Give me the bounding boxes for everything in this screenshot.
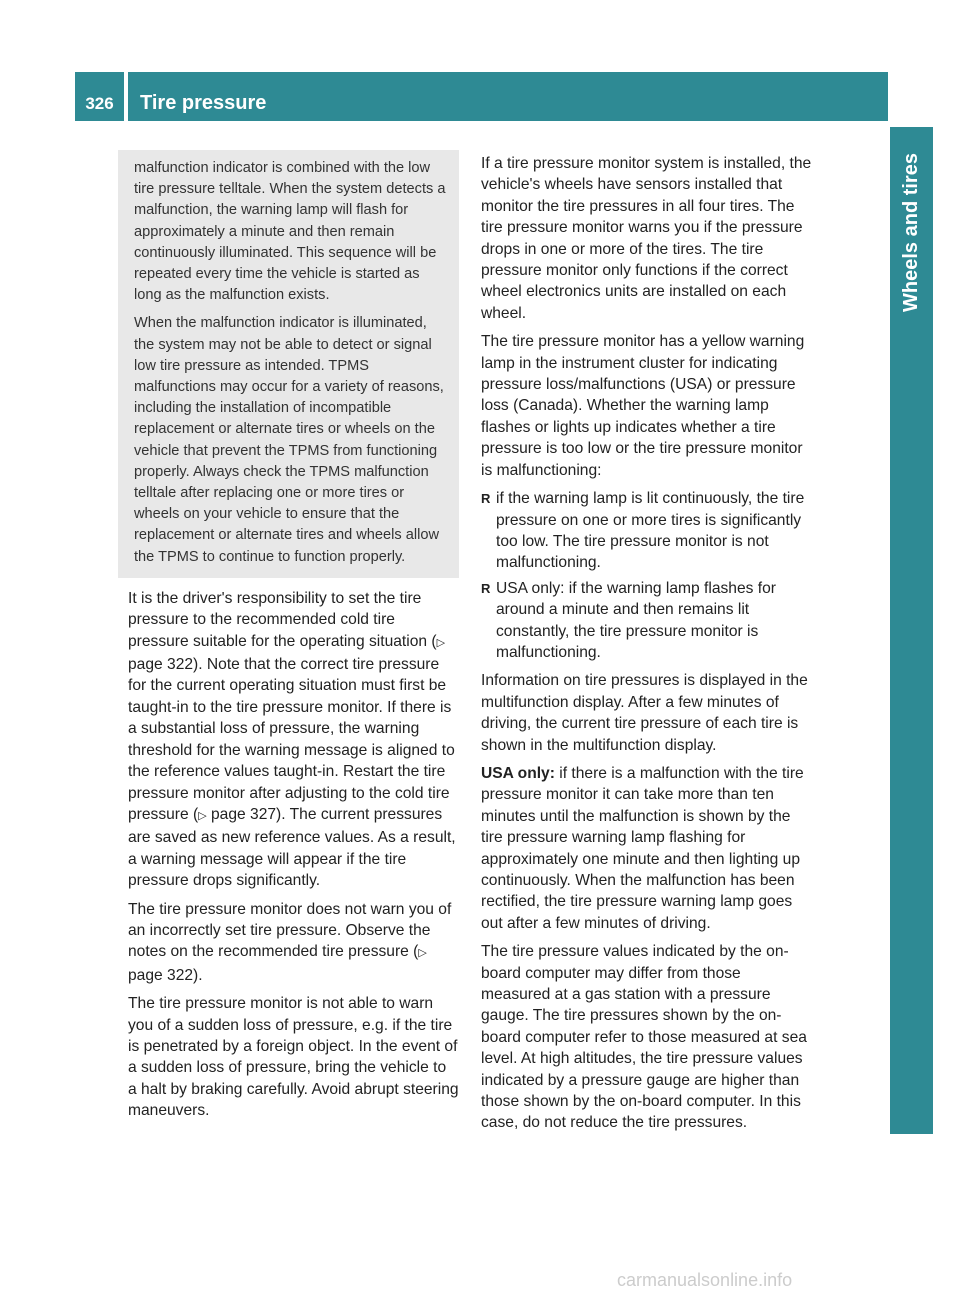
page-ref-arrow-icon: ▷: [436, 636, 446, 649]
paragraph: The tire pressure values indicated by the on-board computer may differ from those measured at a gas station with a pressure gauge. The tire pressures shown by the on-board computer refer to those measured at sea level. At high altitudes, the tire pressure values indicated by a pressure gauge are higher than those shown by the on-board computer. In this case, do not reduce the tire pressures.: [481, 943, 807, 1132]
left-column: [118, 150, 459, 1129]
paragraph: If a tire pressure monitor system is installed, the vehicle's wheels have sensors installed that monitor the tire pressures in all four tires. The tire pressure monitor warns you if the pressure drops in one or more of the tires. The tire pressure monitor only functions if the correct wheel electronics units are installed on each wheel.: [481, 155, 812, 322]
page-ref-arrow-icon: ▷: [198, 809, 207, 822]
watermark: carmanualsonline.info: [617, 1270, 793, 1290]
section-tab-text: Wheels and tires: [900, 152, 922, 312]
bullet-icon: R: [481, 580, 491, 596]
section-tab-label: [890, 127, 933, 337]
page-title: Tire pressure: [128, 72, 888, 121]
paragraph: Information on tire pressures is displayed in the multifunction display. After a few minutes of driving, the current tire pressure of each tire is shown in the multifunction display.: [481, 672, 808, 754]
page-ref-link[interactable]: page 322).: [128, 966, 203, 984]
page-ref-link[interactable]: page 322). Note that the correct tire pressure for the current operating situation must first be taught-in to the tire pressure monitor. If there is a substantial loss of pressure, the warning threshold for the warning message is aligned to the reference values taught-in. Restart the tire pressure monitor after adjusting to the cold tire pressure (: [128, 656, 455, 823]
paragraph: The tire pressure monitor is not able to warn you of a sudden loss of pressure, e.g. if the tire is penetrated by a foreign object. In the event of a sudden loss of pressure, bring the vehicle to a halt by braking carefully. Avoid abrupt steering maneuvers.: [128, 995, 459, 1120]
paragraph: The tire pressure monitor does not warn you of an incorrectly set tire pressure. Observe the notes on the recommended tire pressure (▷ page 322).: [128, 900, 452, 984]
paragraph: The tire pressure monitor has a yellow warning lamp in the instrument cluster for indicating pressure loss/malfunctions (USA) or pressure loss (Canada). Whether the warning lamp flashes or lights up indicates whether a tire pressure is too low or the tire pressure monitor is malfunctioning:: [481, 333, 805, 479]
paragraph: It is the driver's responsibility to set the tire pressure to the recommended cold tire pressure suitable for the operating situation (▷ page 322). Note that the correct tire pressure for the current operating situation must first be taught-in to the tire pressure monitor. If there is a substantial loss of pressure, the warning threshold for the warning message is aligned to the reference values taught-in. Restart the tire pressure monitor after adjusting to the cold tire pressure (▷ page 327). The current pressures are saved as new reference values. As a result, a warning message will appear if the tire pressure drops significantly.: [128, 589, 456, 890]
page-number: 326: [75, 72, 124, 121]
page-header: [75, 72, 888, 121]
note-paragraph: malfunction indicator is combined with the low tire pressure telltale. When the system detects a malfunction, the warning lamp will flash for approximately a minute and then remain continuously illuminated. This sequence will be repeated every time the vehicle is started as long as the malfunction exists.: [134, 160, 446, 304]
usa-only-label: USA only:: [481, 764, 555, 782]
bullet-icon: R: [481, 491, 491, 507]
note-paragraph: When the malfunction indicator is illuminated, the system may not be able to detect or signal low tire pressure as intended. TPMS malfunctions may occur for a variety of reasons, including the installation of incompatible replacement or alternate tires or wheels on the vehicle that prevent the TPMS from functioning properly. Always check the TPMS malfunction telltale after replacing one or more tires or wheels on your vehicle to ensure that the replacement or alternate tires and wheels allow the TPMS to continue to function properly.: [134, 315, 444, 565]
note-box: [118, 150, 459, 578]
list-item: R if the warning lamp is lit continuously, the tire pressure on one or more tires is significantly too low. The tire pressure monitor is not malfunctioning.: [481, 490, 805, 572]
paragraph: USA only: if there is a malfunction with the tire pressure monitor it can take more than ten minutes until the malfunction is shown by the tire pressure warning lamp flashing for approximately one minute and then lighting up continuously. When the malfunction has been rectified, the tire pressure warning lamp goes out after a few minutes of driving.: [481, 764, 804, 932]
right-column: [481, 153, 813, 1141]
bullet-list: [481, 488, 813, 663]
page-ref-link[interactable]: page 327). The current pressures are saved as new reference values. As a result, a warning message will appear if the tire pressure drops significantly.: [128, 805, 456, 890]
list-item: R USA only: if the warning lamp flashes for around a minute and then remains lit constantly, the tire pressure monitor is malfunctioning.: [481, 579, 776, 661]
page-ref-arrow-icon: ▷: [418, 947, 427, 960]
